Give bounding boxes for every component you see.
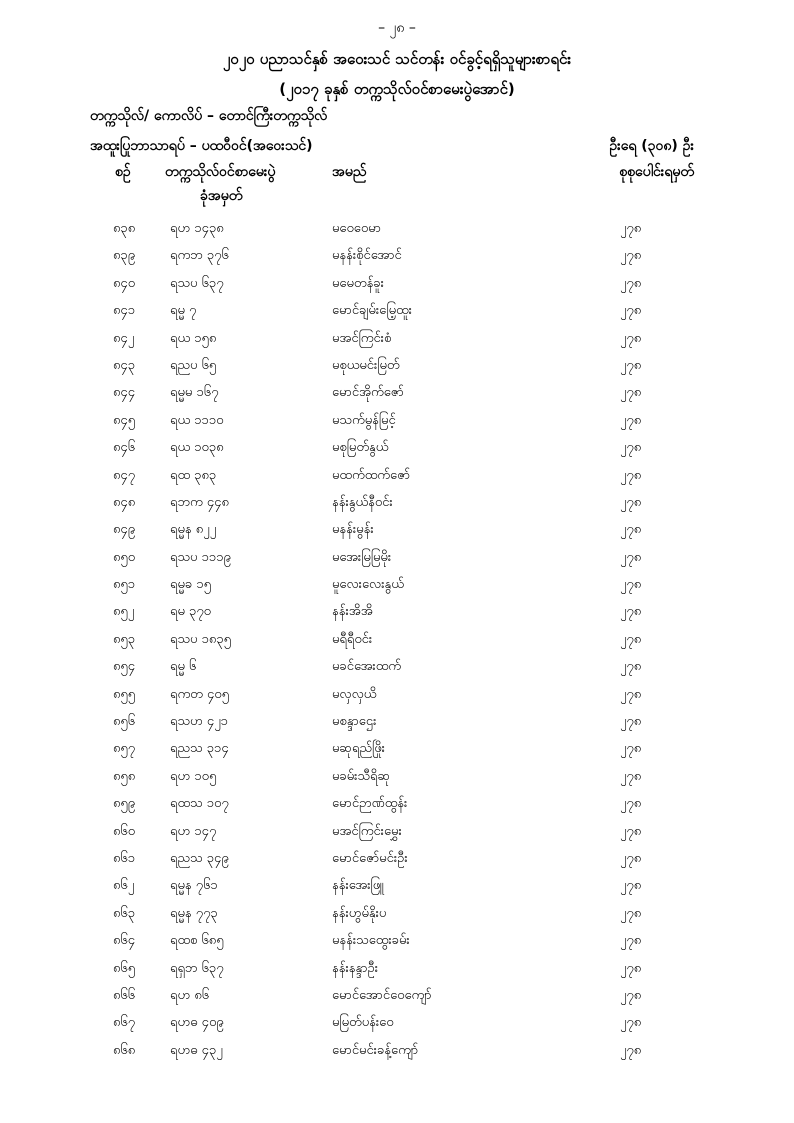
student-name: နန်းဟွမ်နိုးပ [332, 905, 387, 921]
total-marks: ၂၇၈ [620, 796, 642, 812]
roll-number: ရမ္မန ၇၆၁ [170, 878, 218, 894]
table-row [0, 791, 794, 818]
table-row [0, 1038, 794, 1065]
roll-number: ရသပ ၁၈၃၅ [170, 631, 231, 647]
roll-number: ရဟ ၁၄၃၈ [170, 221, 224, 236]
roll-number: ရညသ ၃၄၉ [170, 850, 229, 866]
total-marks: ၂၇၈ [620, 987, 642, 1003]
table-row [0, 326, 794, 353]
row-number: ၈၅၁ [113, 577, 136, 593]
row-number: ၈၅၈ [113, 768, 136, 784]
row-number: ၈၆၃ [113, 905, 136, 921]
total-marks: ၂၇၈ [620, 467, 642, 483]
student-name: မအေးမြမြမိုး [332, 549, 392, 565]
row-number: ၈၅၉ [113, 796, 136, 812]
document-subtitle: (၂၀၁၇ ခုနှစ် တက္ကသိုလ်ဝင်စာမေးပွဲအောင်) [279, 80, 515, 98]
student-name: မောင်ဇော်မင်းဦး [332, 850, 408, 866]
table-row [0, 572, 794, 599]
total-marks: ၂၇၈ [620, 878, 642, 894]
header-marks: စုစုပေါင်းရမှတ် [619, 164, 694, 180]
header-name: အမည် [332, 164, 367, 180]
table-row [0, 983, 794, 1010]
total-marks: ၂၇၈ [620, 1015, 642, 1031]
row-number: ၈၃၉ [113, 248, 136, 264]
row-number: ၈၄၁ [113, 303, 136, 319]
row-number: ၈၆၀ [113, 823, 136, 839]
subject-line: အထူးပြုဘာသာရပ် – ပထဝီဝင်(အဝေးသင်) [90, 138, 313, 154]
roll-number: ရမ္မမ ၁၆၇ [170, 385, 219, 401]
roll-number: ရဟ ၁၄၇ [170, 823, 217, 839]
roll-number: ရဟဓ ၄၃၂ [170, 1042, 223, 1058]
table-row [0, 408, 794, 435]
results-list [0, 216, 794, 1065]
row-number: ၈၅၃ [113, 631, 136, 647]
table-row [0, 599, 794, 626]
roll-number: ရမ္မ ၇ [170, 303, 197, 319]
student-name: မောင်ဉာဏ်ထွန်း [332, 796, 408, 812]
table-row [0, 709, 794, 736]
roll-number: ရဟဓ ၄၀၉ [170, 1015, 224, 1031]
row-number: ၈၄၇ [113, 467, 136, 483]
row-number: ၈၆၂ [113, 878, 135, 894]
roll-number: ရယ ၁၁၁၀ [170, 412, 224, 428]
table-row [0, 682, 794, 709]
total-marks: ၂၇၈ [620, 494, 642, 510]
total-marks: ၂၇၈ [620, 440, 642, 456]
table-row [0, 463, 794, 490]
student-name: မသက်မွန်မြင့် [332, 412, 396, 428]
roll-number: ရသပ ၆၃၇ [170, 275, 224, 291]
roll-number: ရထစ ၆၈၅ [170, 933, 224, 949]
row-number: ၈၄၉ [113, 522, 136, 538]
row-number: ၈၆၆ [113, 987, 136, 1003]
total-marks: ၂၇၈ [620, 850, 642, 866]
total-marks: ၂၇၈ [620, 221, 642, 236]
total-marks: ၂၇၈ [620, 960, 642, 976]
header-roll-line2: ခုံအမှတ် [200, 188, 243, 204]
table-row [0, 216, 794, 243]
row-number: ၈၃၈ [113, 221, 136, 236]
student-name: မစန္ဒာဌေး [332, 714, 377, 730]
total-marks: ၂၇၈ [620, 330, 642, 346]
row-number: ၈၅၇ [113, 741, 136, 757]
total-marks: ၂၇၈ [620, 604, 642, 620]
university-line: တက္ကသိုလ်/ ကောလိပ် – တောင်ကြီးတက္ကသိုလ် [90, 108, 328, 124]
student-name: မထက်ထက်ဇော် [332, 467, 411, 483]
row-number: ၈၅၅ [113, 686, 136, 702]
row-number: ၈၄၅ [113, 412, 136, 428]
total-marks: ၂၇၈ [620, 357, 642, 373]
student-name: မအင်ကြင်းစံ [332, 330, 392, 346]
student-name: မောင်ချမ်းမြေ့ထူး [332, 303, 412, 319]
total-marks: ၂၇၈ [620, 1042, 642, 1058]
table-row [0, 956, 794, 983]
roll-number: ရမ ၃၇၀ [170, 604, 211, 620]
row-number: ၈၄၃ [113, 357, 136, 373]
total-marks: ၂၇၈ [620, 412, 642, 428]
student-name: နန်းနွယ်နီဝင်း [332, 494, 393, 510]
roll-number: ရဟ ၈၆ [170, 987, 210, 1003]
table-row [0, 1010, 794, 1037]
student-name: မောင်အိုက်ဇော် [332, 385, 404, 401]
student-name: နန်းအေးဖြူ [332, 878, 384, 894]
roll-number: ရမ္မန ၇၇၃ [170, 905, 218, 921]
roll-number: ရဘက ၄၄၈ [170, 494, 229, 510]
student-name: မခင်အေးထက် [332, 659, 402, 675]
student-name: နန်းနန္ဒာဦး [332, 960, 379, 976]
roll-number: ရကဘ ၃၇၆ [170, 248, 229, 264]
total-marks: ၂၇၈ [620, 275, 642, 291]
student-name: မနန်းစိုင်အောင် [332, 248, 402, 264]
student-name: မမြတ်ပန်းဝေ [332, 1015, 394, 1031]
table-row [0, 764, 794, 791]
student-name: မဆုရည်ဖြိုး [332, 741, 385, 757]
table-row [0, 873, 794, 900]
roll-number: ရထသ ၁၀၇ [170, 796, 229, 812]
row-number: ၈၆၁ [113, 850, 136, 866]
student-name: မမေတန်ခူး [332, 275, 384, 291]
total-marks: ၂၇၈ [620, 714, 642, 730]
page-number: – ၂၈ – [378, 20, 416, 36]
roll-number: ရမ္မ ၆ [170, 659, 197, 675]
total-count: ဦးရေ (၃၀၈) ဦး [609, 138, 694, 154]
table-row [0, 819, 794, 846]
student-name: မောင်မင်းခန့်ကျော် [332, 1042, 419, 1058]
total-marks: ၂၇၈ [620, 522, 642, 538]
table-row [0, 654, 794, 681]
table-row [0, 490, 794, 517]
total-marks: ၂၇၈ [620, 303, 642, 319]
row-number: ၈၄၀ [113, 275, 136, 291]
total-marks: ၂၇၈ [620, 905, 642, 921]
roll-number: ရကတ ၄၀၅ [170, 686, 229, 702]
row-number: ၈၅၀ [113, 549, 136, 565]
row-number: ၈၆၈ [113, 1042, 136, 1058]
table-row [0, 545, 794, 572]
table-row [0, 380, 794, 407]
student-name: မခမ်းသီရိဆု [332, 768, 391, 784]
header-no: စဉ် [115, 164, 131, 180]
student-name: မူလေးလေးနွယ် [332, 577, 404, 593]
total-marks: ၂၇၈ [620, 631, 642, 647]
table-row [0, 298, 794, 325]
table-row [0, 928, 794, 955]
student-name: မစုယမင်းမြတ် [332, 357, 400, 373]
total-marks: ၂၇၈ [620, 741, 642, 757]
row-number: ၈၄၄ [113, 385, 136, 401]
row-number: ၈၆၅ [113, 960, 136, 976]
roll-number: ရယ ၁၅၈ [170, 330, 217, 346]
row-number: ၈၅၂ [113, 604, 135, 620]
table-row [0, 435, 794, 462]
row-number: ၈၆၇ [113, 1015, 136, 1031]
total-marks: ၂၇၈ [620, 768, 642, 784]
roll-number: ရထ ၃၈၃ [170, 467, 217, 483]
header-roll: တက္ကသိုလ်ဝင်စာမေးပွဲ [165, 164, 276, 180]
row-number: ၈၄၈ [113, 494, 136, 510]
student-name: မနန်းသထွေးခမ်း [332, 933, 410, 949]
roll-number: ရသပ ၁၁၁၉ [170, 549, 231, 565]
roll-number: ရညသ ၃၁၄ [170, 741, 229, 757]
roll-number: ရဟ ၁၀၅ [170, 768, 217, 784]
total-marks: ၂၇၈ [620, 248, 642, 264]
student-name: မဝေဝေမာ [332, 221, 381, 236]
table-row [0, 517, 794, 544]
row-number: ၈၄၆ [113, 440, 136, 456]
total-marks: ၂၇၈ [620, 385, 642, 401]
row-number: ၈၅၆ [113, 714, 136, 730]
table-row [0, 627, 794, 654]
roll-number: ရမ္မန ၈၂၂ [170, 522, 216, 538]
row-number: ၈၆၄ [113, 933, 136, 949]
total-marks: ၂၇၈ [620, 577, 642, 593]
student-name: နန်းအိအိ [332, 604, 373, 620]
table-row [0, 353, 794, 380]
table-row [0, 271, 794, 298]
total-marks: ၂၇၈ [620, 549, 642, 565]
row-number: ၈၅၄ [113, 659, 136, 675]
roll-number: ရသဟ ၄၂၁ [170, 714, 228, 730]
roll-number: ရညပ ၆၅ [170, 357, 217, 373]
row-number: ၈၄၂ [113, 330, 135, 346]
roll-number: ရယ ၁၀၃၈ [170, 440, 224, 456]
total-marks: ၂၇၈ [620, 686, 642, 702]
table-row [0, 901, 794, 928]
table-row [0, 736, 794, 763]
table-row [0, 846, 794, 873]
student-name: မောင်အောင်ဝေကျော် [332, 987, 432, 1003]
document-title: ၂၀၂၀ ပညာသင်နှစ် အဝေးသင် သင်တန်း ဝင်ခွင့်ရရှိသူများစာရင်း [222, 50, 572, 68]
total-marks: ၂၇၈ [620, 823, 642, 839]
roll-number: ရရှဘ ၆၃၇ [170, 960, 224, 976]
total-marks: ၂၇၈ [620, 659, 642, 675]
student-name: မလှလှယိ [332, 686, 377, 702]
total-marks: ၂၇၈ [620, 933, 642, 949]
student-name: မရီရီဝင်း [332, 631, 373, 647]
student-name: မစုမြတ်နွယ် [332, 440, 389, 456]
roll-number: ရမ္မခ ၁၅ [170, 577, 211, 593]
table-row [0, 243, 794, 270]
student-name: မအင်ကြင်းမွှေး [332, 823, 402, 839]
student-name: မနန်းမွန်း [332, 522, 374, 538]
